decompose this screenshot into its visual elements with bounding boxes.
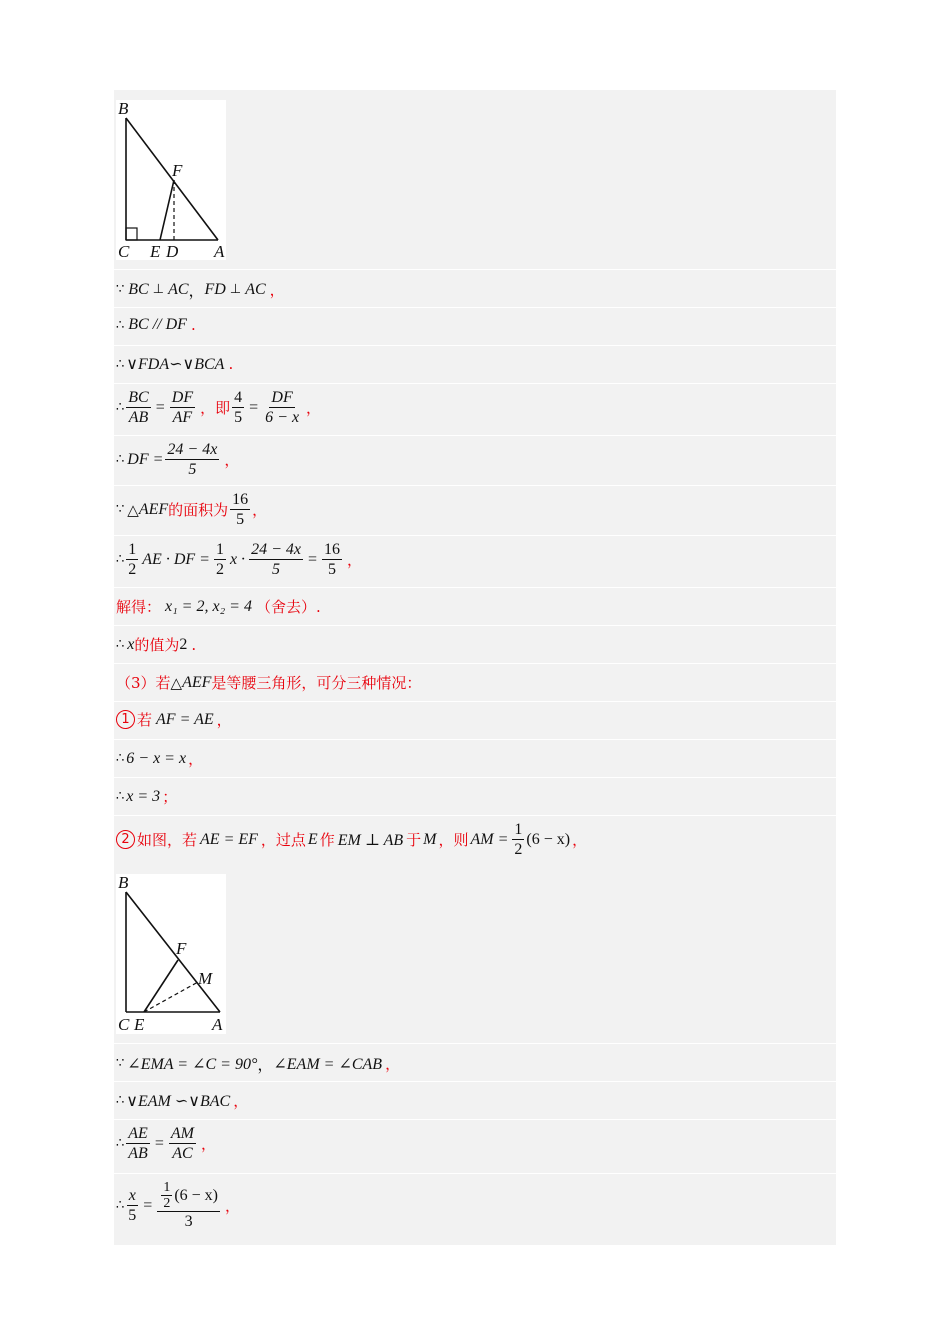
therefore-symbol: ∴: [116, 789, 125, 804]
fraction: $\frac{DF}{AF}$: [171, 389, 194, 426]
line-1: [116, 278, 285, 301]
punctuation: ，: [347, 551, 363, 569]
line-8: [116, 596, 321, 617]
label-f: F: [176, 939, 187, 958]
divider: [114, 587, 836, 588]
variable: x: [127, 635, 135, 653]
therefore-symbol: ∴: [116, 452, 125, 467]
text: ，过点: [260, 831, 306, 849]
equation: x = 3: [126, 787, 161, 805]
line-14: [116, 820, 587, 859]
solutions: x₁ = 2, x₂ = 4: [165, 597, 252, 615]
line-18: [116, 1180, 240, 1231]
divider: [114, 307, 836, 308]
triangle-figure-2: [116, 874, 226, 1034]
expression: AM =: [470, 830, 509, 848]
part-label: （3）若: [116, 674, 171, 692]
perp-symbol: ⊥: [152, 282, 165, 297]
line-9: [116, 634, 196, 655]
label-b: B: [118, 100, 129, 118]
expression: x ·: [229, 550, 246, 568]
line-5: [116, 440, 239, 479]
fraction: $\frac{24 - 4x}{5}$: [167, 441, 218, 478]
text: ，即: [200, 399, 231, 417]
therefore-symbol: ∴: [116, 1093, 125, 1108]
label-a: A: [214, 242, 225, 260]
divider: [114, 535, 836, 536]
equals: =: [155, 398, 165, 416]
therefore-symbol: ∴: [116, 751, 125, 766]
expression: DF =: [127, 450, 164, 468]
punctuation: ，: [269, 281, 285, 299]
fraction: $\frac{16}{5}$: [324, 541, 340, 578]
line-15: [116, 1052, 400, 1075]
therefore-symbol: ∴: [116, 552, 125, 567]
therefore-symbol: ∴: [116, 317, 125, 333]
divider: [114, 1081, 836, 1082]
label-m: M: [198, 969, 213, 988]
fraction: $\frac{BC}{AB}$: [128, 389, 149, 426]
equals: =: [143, 1196, 153, 1214]
therefore-symbol: ∴: [116, 637, 125, 652]
equals: =: [154, 1134, 164, 1152]
fraction: $\frac{1}{2}$: [163, 1180, 171, 1211]
because-symbol: ∵: [116, 502, 125, 517]
point: E: [307, 830, 318, 848]
therefore-symbol: ∴: [116, 400, 125, 415]
divider: [114, 485, 836, 486]
expression: (6 − x): [526, 830, 571, 848]
fraction: $\frac{24 - 4x}{5}$: [251, 541, 301, 578]
fraction: $\frac{AM}{AC}$: [170, 1125, 194, 1162]
fraction: $\frac{x}{5}$: [128, 1187, 137, 1224]
segment: BC: [128, 280, 149, 298]
line-7: [116, 540, 362, 579]
punctuation: ；: [162, 788, 178, 806]
perp-symbol: ⊥: [229, 282, 242, 297]
case-number: 1: [116, 710, 135, 729]
label-d: D: [166, 242, 179, 260]
line-10: [116, 672, 421, 693]
divider: [114, 383, 836, 384]
label-c: C: [118, 242, 130, 260]
triangle-figure-1: [116, 100, 226, 260]
label-a: A: [212, 1015, 223, 1034]
punctuation: ，: [572, 831, 588, 849]
point: M: [423, 830, 437, 848]
line-17: [116, 1124, 216, 1163]
divider: [114, 345, 836, 346]
punctuation: ，: [252, 501, 268, 519]
divider: [114, 1173, 836, 1174]
text: 是等腰三角形，可分三种情况：: [211, 674, 422, 692]
compound-fraction: $\frac{1}{2}$ (6 − x) 3: [157, 1180, 220, 1231]
equation: AF = AE: [156, 710, 214, 728]
statement: EM ⊥ AB: [337, 831, 404, 849]
line-11: [116, 709, 232, 730]
segment: AC: [245, 280, 266, 298]
because-symbol: ∵: [116, 282, 125, 297]
divider: [114, 777, 836, 778]
equation: ∠EAM = ∠CAB: [273, 1055, 383, 1073]
punctuation: ，: [188, 750, 204, 768]
therefore-symbol: ∴: [116, 1198, 125, 1213]
fraction: $\frac{16}{5}$: [232, 491, 249, 528]
label-c: C: [118, 1015, 130, 1034]
text: ，则: [438, 831, 469, 849]
line-13: [116, 786, 177, 807]
label-b: B: [118, 874, 129, 892]
punctuation: ，: [306, 399, 322, 417]
fraction: $\frac{1}{2}$: [128, 541, 137, 578]
therefore-symbol: ∴: [116, 356, 125, 372]
value: 2: [179, 635, 188, 653]
divider: [114, 269, 836, 270]
label-f: F: [172, 161, 183, 180]
fraction: $\frac{4}{5}$: [234, 389, 243, 426]
because-symbol: ∵: [116, 1056, 125, 1071]
statement: ∨FDA∽∨BCA: [126, 356, 225, 373]
segment: FD: [204, 280, 226, 298]
text: 作: [319, 831, 335, 849]
triangle-name: AEF: [182, 673, 212, 691]
divider: [114, 625, 836, 626]
equation: 6 − x = x: [126, 749, 187, 767]
line-2: [116, 316, 196, 334]
note: （舍去）.: [255, 598, 321, 616]
divider: [114, 739, 836, 740]
triangle-symbol: △: [127, 500, 139, 519]
punctuation: .: [228, 355, 234, 373]
triangle-symbol: △: [170, 673, 183, 692]
equation: ∠EMA = ∠C = 90°: [127, 1055, 258, 1073]
text: 的面积为: [168, 501, 229, 519]
fraction: $\frac{AE}{AB}$: [128, 1125, 148, 1162]
punctuation: ，: [385, 1055, 401, 1073]
line-16: [116, 1090, 248, 1111]
therefore-symbol: ∴: [116, 1136, 125, 1151]
line-12: [116, 748, 203, 769]
fraction: $\frac{1}{2}$: [215, 541, 224, 578]
divider: [114, 701, 836, 702]
divider: [114, 1043, 836, 1044]
line-3: [116, 354, 233, 374]
divider: [114, 435, 836, 436]
equation: AE = EF: [200, 830, 258, 848]
label-e: E: [134, 1015, 145, 1034]
separator: ，: [257, 1057, 274, 1074]
equals: =: [307, 550, 317, 568]
case-number: 2: [116, 830, 135, 849]
solve-label: 解得：: [116, 598, 162, 616]
text: 的值为: [134, 636, 180, 654]
text: 如图，若: [137, 831, 198, 849]
text: 于: [406, 831, 422, 849]
divider: [114, 1119, 836, 1120]
expression: (6 − x): [174, 1187, 218, 1204]
punctuation: ，: [216, 711, 232, 729]
separator: ，: [188, 283, 205, 300]
divider: [114, 815, 836, 816]
divider: [114, 663, 836, 664]
fraction: $\frac{1}{2}$: [514, 821, 523, 858]
line-6: [116, 490, 267, 529]
statement: BC // DF: [128, 316, 187, 333]
line-4: [116, 388, 321, 427]
equals: =: [249, 398, 259, 416]
statement: ∨EAM ∽∨BAC: [126, 1092, 231, 1110]
punctuation: ，: [233, 1092, 249, 1110]
punctuation: ，: [224, 451, 240, 469]
punctuation: .: [190, 316, 196, 334]
text: 若: [137, 711, 153, 729]
label-e: E: [150, 242, 161, 260]
segment: AC: [168, 280, 189, 298]
triangle-name: AEF: [138, 500, 169, 518]
punctuation: ，: [225, 1197, 241, 1215]
punctuation: .: [191, 635, 197, 654]
expression: AE · DF =: [142, 550, 210, 568]
punctuation: ，: [200, 1135, 216, 1153]
fraction: $\frac{DF}{6 - x}$: [265, 389, 300, 426]
